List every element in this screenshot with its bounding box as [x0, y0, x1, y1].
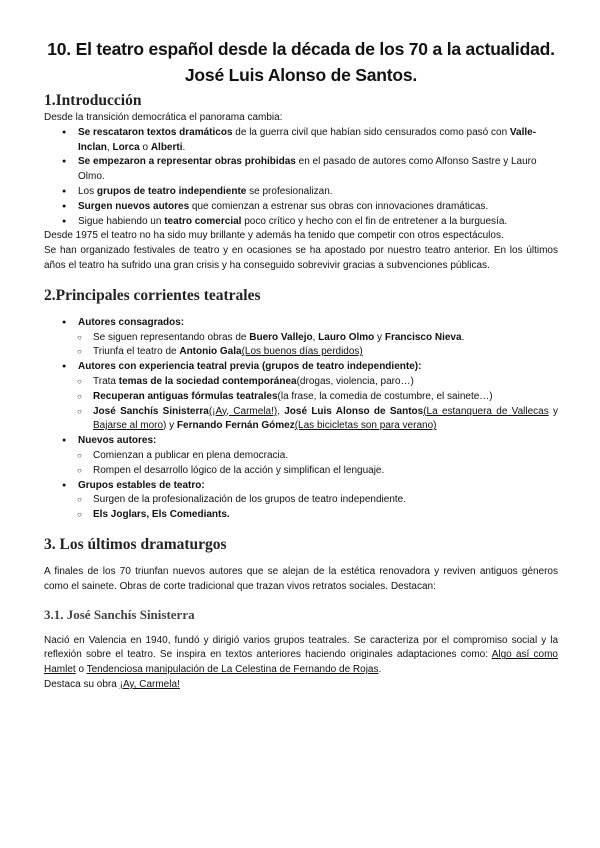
list-item: ● Los grupos de teatro independiente se profesionalizan.	[44, 185, 558, 200]
section-heading-introduccion: 1.Introducción	[44, 92, 142, 109]
list-item: ○ Rompen el desarrollo lógico de la acción y simplifican el lenguaje.	[44, 464, 558, 479]
intro-paragraph-2: Se han organizado festivales de teatro y en ocasiones se ha apostado por nuestro teatro anterior. En los últimos años el teatro ha sufrido una gran crisis y ha conseguido sobrevivir gracias a subvenciones públicas.	[44, 245, 558, 271]
list-item: ● Se rescataron textos dramáticos de la guerra civil que habían sido censurados como pasó con Valle-Inclan, Lorca o Alberti.	[44, 126, 558, 156]
intro-bullet-list	[44, 126, 558, 230]
intro-paragraph-1: Desde 1975 el teatro no ha sido muy brillante y además ha tenido que competir con otros espectáculos.	[44, 230, 504, 242]
list-item: ○ Trata temas de la sociedad contemporánea(drogas, violencia, paro…)	[44, 375, 558, 390]
document-title	[44, 36, 558, 88]
work-link[interactable]: Tendenciosa manipulación de La Celestina de Fernando de Rojas	[86, 664, 379, 676]
sanchis-paragraph: Nació en Valencia en 1940, fundó y dirigió varios grupos teatrales. Se caracteriza por el compromiso social y la reflexión sobre el teatro. Se inspira en textos anteriores haciendo originales adaptaciones como: Algo así como Hamlet o Tendenciosa manipulación de La Celestina de Fernando de Rojas.	[44, 634, 558, 676]
sub-list	[78, 493, 558, 523]
list-item: ● Nuevos autores: ○ Comienzan a publicar en plena democracia. ○ Rompen el desarrollo lógico de la acción y simplifican el lenguaje.	[44, 434, 558, 478]
last-dramatists-paragraph: A finales de los 70 triunfan nuevos autores que se alejan de la estética renovadora y reviven antiguos géneros como el sainete. Obras de corte tradicional que trazan vivos retratos sociales. Destacan:	[44, 565, 558, 592]
sub-list	[78, 375, 558, 434]
work-link[interactable]: ¡Ay, Carmela!	[119, 678, 180, 690]
list-item: ○ José Sanchís Sinisterra(¡Ay, Carmela!), José Luis Alonso de Santos(La estanquera de Vallecas y Bajarse al moro) y Fernando Fernán Gómez(Las bicicletas son para verano)	[44, 405, 558, 435]
list-item: ○ Surgen de la profesionalización de los grupos de teatro independiente.	[44, 493, 558, 508]
list-item: ○ Comienzan a publicar en plena democracia.	[44, 449, 558, 464]
list-item: ● Surgen nuevos autores que comienzan a estrenar sus obras con innovaciones dramáticas.	[44, 200, 558, 215]
work-link[interactable]: Bajarse al moro	[93, 420, 164, 432]
sanchis-highlight: Destaca su obra ¡Ay, Carmela!	[44, 678, 180, 690]
sub-list	[78, 331, 558, 361]
work-link[interactable]: (¡Ay, Carmela!)	[208, 405, 278, 417]
list-item: ● Grupos estables de teatro: ○ Surgen de la profesionalización de los grupos de teatro independiente. ○ Els Joglars, Els Comediants.	[44, 479, 558, 523]
intro-lead: Desde la transición democrática el panorama cambia:	[44, 112, 283, 123]
document-page	[44, 36, 558, 693]
list-item: ○ Se siguen representando obras de Buero Vallejo, Lauro Olmo y Francisco Nieva.	[44, 331, 558, 346]
section-heading-corrientes: 2.Principales corrientes teatrales	[44, 286, 261, 304]
work-link[interactable]: Algo así como Hamlet	[44, 649, 558, 676]
sub-list	[78, 449, 558, 479]
list-item: ● Autores consagrados: ○ Se siguen representando obras de Buero Vallejo, Lauro Olmo y Francisco Nieva. ○ Triunfa el teatro de Antonio Gala(Los buenos días perdidos)	[44, 316, 558, 360]
list-item: ● Autores con experiencia teatral previa (grupos de teatro independiente): ○ Trata temas de la sociedad contemporánea(drogas, violencia, paro…) ○ Recuperan antiguas fórmulas teatrales(la frase, la comedia de costumbre, el sainete…) ○ José Sanchís Sinisterra(¡Ay, Carmela!), José Luis Alonso de Santos(La estanquera de Vallecas y Bajarse al moro) y Fernando Fernán Gómez(Las bicicletas son para verano)	[44, 360, 558, 434]
work-link[interactable]: (Los buenos días perdidos)	[241, 346, 363, 358]
list-item: ○ Recuperan antiguas fórmulas teatrales(la frase, la comedia de costumbre, el sainete…)	[44, 390, 558, 405]
list-item: ○ Els Joglars, Els Comediants.	[44, 508, 558, 523]
title-line-1: 10. El teatro español desde la década de los 70 a la actualidad.	[47, 39, 555, 59]
list-item: ○ Triunfa el teatro de Antonio Gala(Los buenos días perdidos)	[44, 345, 558, 360]
title-line-2: José Luis Alonso de Santos.	[184, 65, 418, 85]
list-item: ● Sigue habiendo un teatro comercial poco crítico y hecho con el fin de entretener a la burguesía.	[44, 215, 558, 230]
list-item: ● Se empezaron a representar obras prohibidas en el pasado de autores como Alfonso Sastre y Lauro Olmo.	[44, 155, 558, 185]
currents-list	[44, 316, 558, 523]
subsection-heading-sanchis: 3.1. José Sanchís Sinisterra	[44, 606, 195, 622]
work-link[interactable]: (Las bicicletas son para verano)	[294, 420, 437, 432]
work-link[interactable]: (La estanquera de Vallecas	[423, 405, 549, 417]
section-heading-ultimos-dramaturgos: 3. Los últimos dramaturgos	[44, 535, 227, 553]
